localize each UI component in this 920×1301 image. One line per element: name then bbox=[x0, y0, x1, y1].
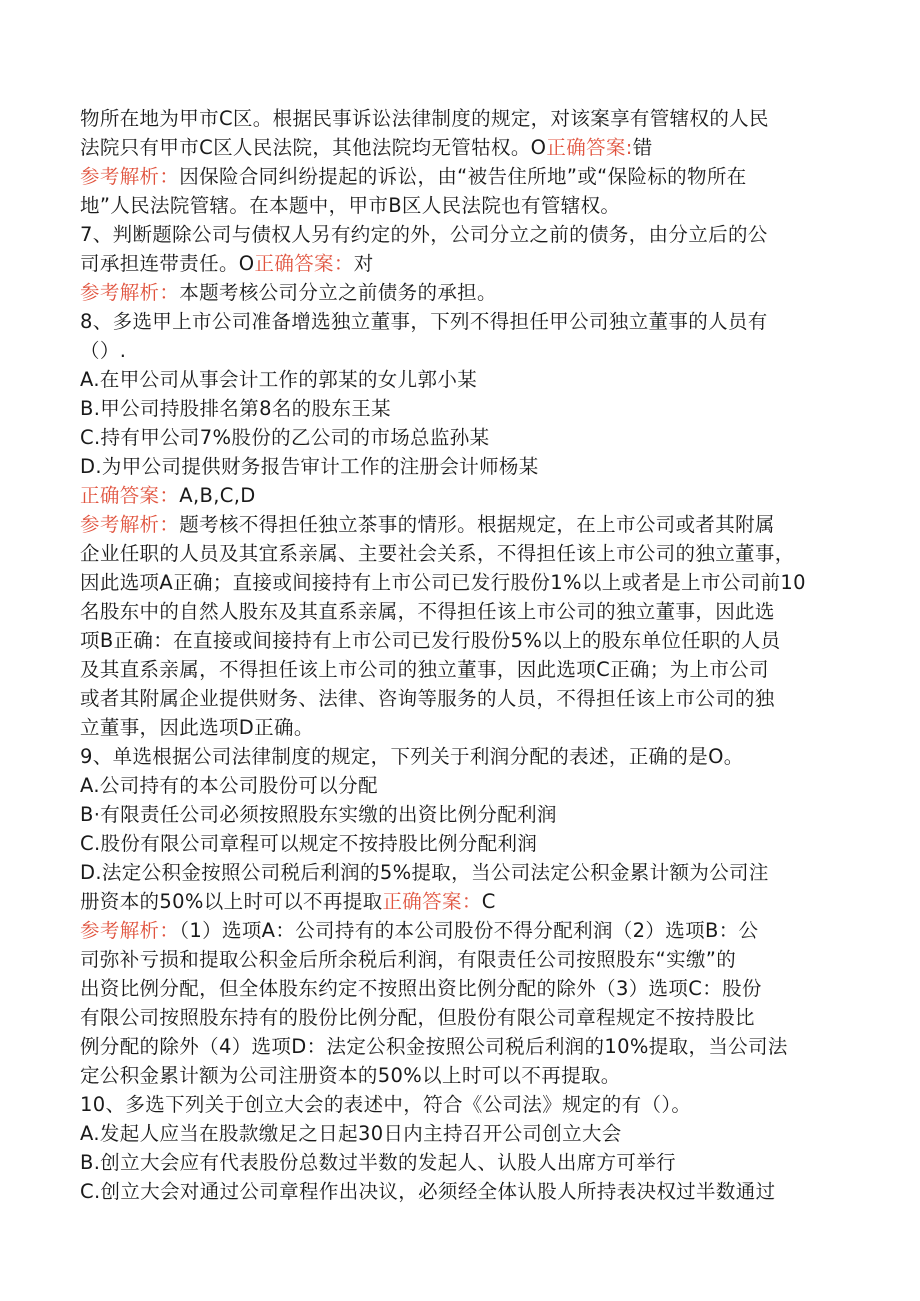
body-text: 物所在地为甲市C区。根据民事诉讼法律制度的规定，对该案享有管辖权的人民 bbox=[80, 107, 769, 130]
text-line bbox=[80, 916, 840, 945]
body-text: D.为甲公司提供财务报告审计工作的注册会计师杨某 bbox=[80, 455, 539, 478]
text-line bbox=[80, 394, 840, 423]
text-line bbox=[80, 742, 840, 771]
body-text: 例分配的除外（4）选项D：法定公积金按照公司税后利润的10%提取，当公司法 bbox=[80, 1035, 788, 1058]
highlight-text: 参考解析： bbox=[80, 165, 180, 188]
body-text: 8、多选甲上市公司准备增选独立董事，下列不得担任甲公司独立董事的人员有 bbox=[80, 310, 768, 333]
text-line bbox=[80, 1090, 840, 1119]
text-line bbox=[80, 945, 840, 974]
body-text: 对 bbox=[353, 252, 374, 275]
body-text: 地”人民法院管辖。在本题中，甲市B区人民法院也有管辖权。 bbox=[80, 194, 621, 217]
text-line bbox=[80, 1003, 840, 1032]
body-text: 因保险合同纠纷提起的诉讼，由“被告住所地”或“保险标的物所在 bbox=[179, 165, 747, 188]
text-line bbox=[80, 800, 840, 829]
body-text: 10、多选下列关于创立大会的表述中，符合《公司法》规定的有（）。 bbox=[80, 1093, 692, 1116]
text-line bbox=[80, 336, 840, 365]
text-line bbox=[80, 481, 840, 510]
body-text: 名股东中的自然人股东及其直系亲属，不得担任该上市公司的独立董事，因此选 bbox=[80, 600, 775, 623]
body-text: B.甲公司持股排名第8名的股东王某 bbox=[80, 397, 391, 420]
text-line bbox=[80, 1061, 840, 1090]
body-text: B·有限责任公司必须按照股东实缴的出资比例分配利润 bbox=[80, 803, 557, 826]
body-text: 定公积金累计额为公司注册资本的50%以上时可以不再提取。 bbox=[80, 1064, 621, 1087]
text-line bbox=[80, 365, 840, 394]
body-text: 立董事，因此选项D正确。 bbox=[80, 716, 314, 739]
highlight-text: 参考解析： bbox=[80, 919, 180, 942]
text-line bbox=[80, 771, 840, 800]
text-line bbox=[80, 568, 840, 597]
body-text: A.在甲公司从事会计工作的郭某的女儿郭小某 bbox=[80, 368, 478, 391]
document-page bbox=[80, 104, 840, 1206]
text-line bbox=[80, 162, 840, 191]
body-text: A,B,C,D bbox=[179, 484, 256, 507]
text-line bbox=[80, 249, 840, 278]
body-text: C.持有甲公司7%股份的乙公司的市场总监孙某 bbox=[80, 426, 490, 449]
text-line bbox=[80, 423, 840, 452]
body-text: 出资比例分配，但全体股东约定不按照出资比例分配的除外（3）选项C：股份 bbox=[80, 977, 762, 1000]
text-line bbox=[80, 1032, 840, 1061]
body-text: 项B正确：在直接或间接持有上市公司已发行股份5%以上的股东单位任职的人员 bbox=[80, 629, 781, 652]
body-text: 7、判断题除公司与债权人另有约定的外，公司分立之前的债务，由分立后的公 bbox=[80, 223, 768, 246]
body-text: 司弥补亏损和提取公积金后所余税后利润，有限责任公司按照股东“实缴”的 bbox=[80, 948, 737, 971]
text-line bbox=[80, 539, 840, 568]
body-text: （）. bbox=[80, 339, 127, 362]
text-line bbox=[80, 626, 840, 655]
highlight-text: 正确答案： bbox=[382, 890, 482, 913]
body-text: D.法定公积金按照公司税后利润的5%提取，当公司法定公积金累计额为公司注 bbox=[80, 861, 769, 884]
highlight-text: 正确答案： bbox=[254, 252, 354, 275]
body-text: 及其直系亲属，不得担任该上市公司的独立董事，因此选项C正确；为上市公司 bbox=[80, 658, 769, 681]
body-text: 或者其附属企业提供财务、法律、咨询等服务的人员，不得担任该上市公司的独 bbox=[80, 687, 775, 710]
text-line bbox=[80, 1148, 840, 1177]
text-line bbox=[80, 510, 840, 539]
body-text: 9、单选根据公司法律制度的规定，下列关于利润分配的表述，正确的是O。 bbox=[80, 745, 744, 768]
body-text: C bbox=[481, 890, 496, 913]
text-line bbox=[80, 829, 840, 858]
text-line bbox=[80, 307, 840, 336]
text-line bbox=[80, 133, 840, 162]
body-text: 法院只有甲市C区人民法院，其他法院均无管牯权。O bbox=[80, 136, 547, 159]
body-text: A.发起人应当在股款缴足之日起30日内主持召开公司创立大会 bbox=[80, 1122, 622, 1145]
body-text: B.创立大会应有代表股份总数过半数的发起人、认股人出席方可举行 bbox=[80, 1151, 676, 1174]
body-text: 企业任职的人员及其宜系亲属、主要社会关系，不得担任该上市公司的独立董事， bbox=[80, 542, 795, 565]
body-text: 错 bbox=[632, 136, 653, 159]
text-line bbox=[80, 220, 840, 249]
highlight-text: 正确答案: bbox=[546, 136, 633, 159]
body-text: A.公司持有的本公司股份可以分配 bbox=[80, 774, 378, 797]
highlight-text: 参考解析： bbox=[80, 281, 180, 304]
body-text: 题考核不得担任独立茶事的情形。根据规定，在上市公司或者其附属 bbox=[179, 513, 775, 536]
body-text: （1）选项A：公司持有的本公司股份不得分配利润（2）选项B：公 bbox=[179, 919, 759, 942]
body-text: 本题考核公司分立之前债务的承担。 bbox=[179, 281, 497, 304]
body-text: 因此选项A正确；直接或间接持有上市公司已发行股份1%以上或者是上市公司前10 bbox=[80, 571, 806, 594]
highlight-text: 正确答案： bbox=[80, 484, 180, 507]
body-text: C.股份有限公司章程可以规定不按持股比例分配利润 bbox=[80, 832, 538, 855]
body-text: 司承担连带责任。O bbox=[80, 252, 255, 275]
text-line bbox=[80, 597, 840, 626]
highlight-text: 参考解析： bbox=[80, 513, 180, 536]
text-line bbox=[80, 278, 840, 307]
text-line bbox=[80, 452, 840, 481]
text-line bbox=[80, 1177, 840, 1206]
text-line bbox=[80, 191, 840, 220]
body-text: 册资本的50%以上时可以不再提取 bbox=[80, 890, 383, 913]
text-line bbox=[80, 684, 840, 713]
body-text: 有限公司按照股东持有的股份比例分配，但股份有限公司章程规定不按持股比 bbox=[80, 1006, 755, 1029]
body-text: C.创立大会对通过公司章程作出决议，必须经全体认股人所持表决权过半数通过 bbox=[80, 1180, 776, 1203]
text-line bbox=[80, 104, 840, 133]
text-line bbox=[80, 887, 840, 916]
text-line bbox=[80, 974, 840, 1003]
text-line bbox=[80, 713, 840, 742]
text-line bbox=[80, 1119, 840, 1148]
text-line bbox=[80, 655, 840, 684]
text-line bbox=[80, 858, 840, 887]
